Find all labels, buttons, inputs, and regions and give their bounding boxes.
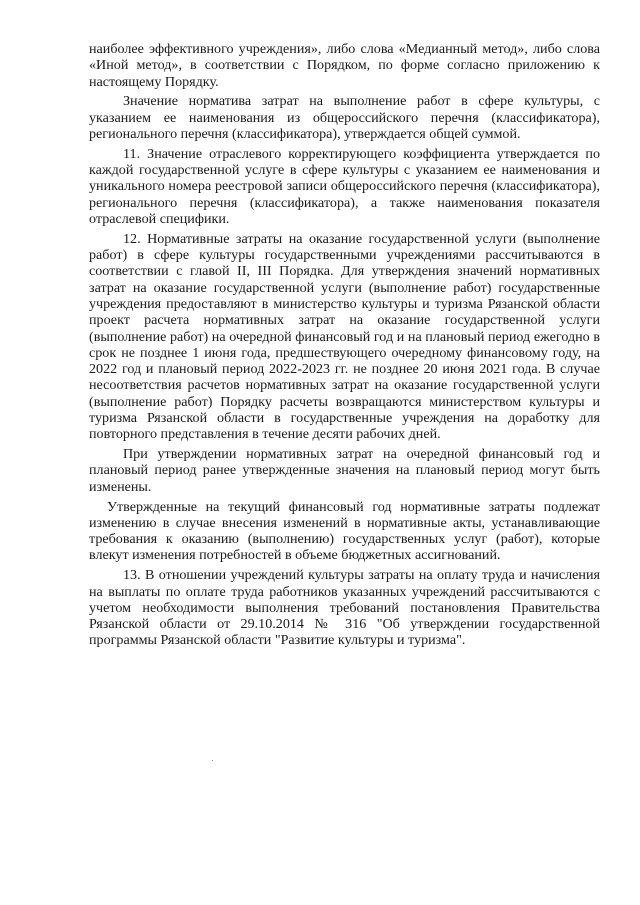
paragraph-11: 11. Значение отраслевого корректирующего коэффициента утверждается по каждой государственной услуге в сфере культуры с указанием ее наименования и уникального номера реестровой записи общероссийского перечня (классификатора), регионального перечня (классификатора), а также наименования показателя отраслевой специфики.	[89, 145, 600, 227]
paragraph-current-year: Утвержденные на текущий финансовый год нормативные затраты подлежат изменению в случае внесения изменений в нормативные акты, устанавливающие требования к оказанию (выполнению) государственных услуг (работ), которые влекут изменения потребностей в объеме бюджетных ассигнований.	[89, 498, 600, 564]
document-body	[89, 41, 600, 652]
paragraph-12: 12. Нормативные затраты на оказание государственной услуги (выполнение работ) в сфере культуры государственными учреждениями рассчитываются в соответствии с главой II, III Порядка. Для утверждения значений нормативных затрат на оказание государственной услуги (выполнение работ) государственные учреждения предоставляют в министерство культуры и туризма Рязанской области проект расчета нормативных затрат на оказание государственной услуги (выполнение работ) на очередной финансовый год и на плановый период ежегодно в срок не позднее 1 июня года, предшествующего очередному финансовому году, на 2022 год и плановый период 2022-2023 гг. не позднее 20 июня 2021 года. В случае несоответствия расчетов нормативных затрат на оказание государственной услуги (выполнение работ) Порядку расчеты возвращаются министерством культуры и туризма Рязанской области в государственные учреждения на доработку для повторного представления в течение десяти рабочих дней.	[89, 230, 600, 443]
paragraph-continuation: наиболее эффективного учреждения», либо слова «Медианный метод», либо слова «Иной метод», в соответствии с Порядком, по форме согласно приложению к настоящему Порядку.	[89, 41, 600, 90]
paragraph-approval: При утверждении нормативных затрат на очередной финансовый год и плановый период ранее утвержденные значения на плановый период могут быть изменены.	[89, 446, 600, 495]
scan-speck	[212, 760, 213, 761]
paragraph-13: 13. В отношении учреждений культуры затраты на оплату труда и начисления на выплаты по оплате труда работников указанных учреждений рассчитываются с учетом необходимости выполнения требований постановления Правительства Рязанской области от 29.10.2014 № 316 "Об утверждении государственной программы Рязанской области "Развитие культуры и туризма".	[89, 567, 600, 649]
paragraph-work-cost-norm: Значение норматива затрат на выполнение работ в сфере культуры, с указанием ее наименования из общероссийского перечня (классификатора), регионального перечня (классификатора), утверждается общей суммой.	[89, 93, 600, 142]
